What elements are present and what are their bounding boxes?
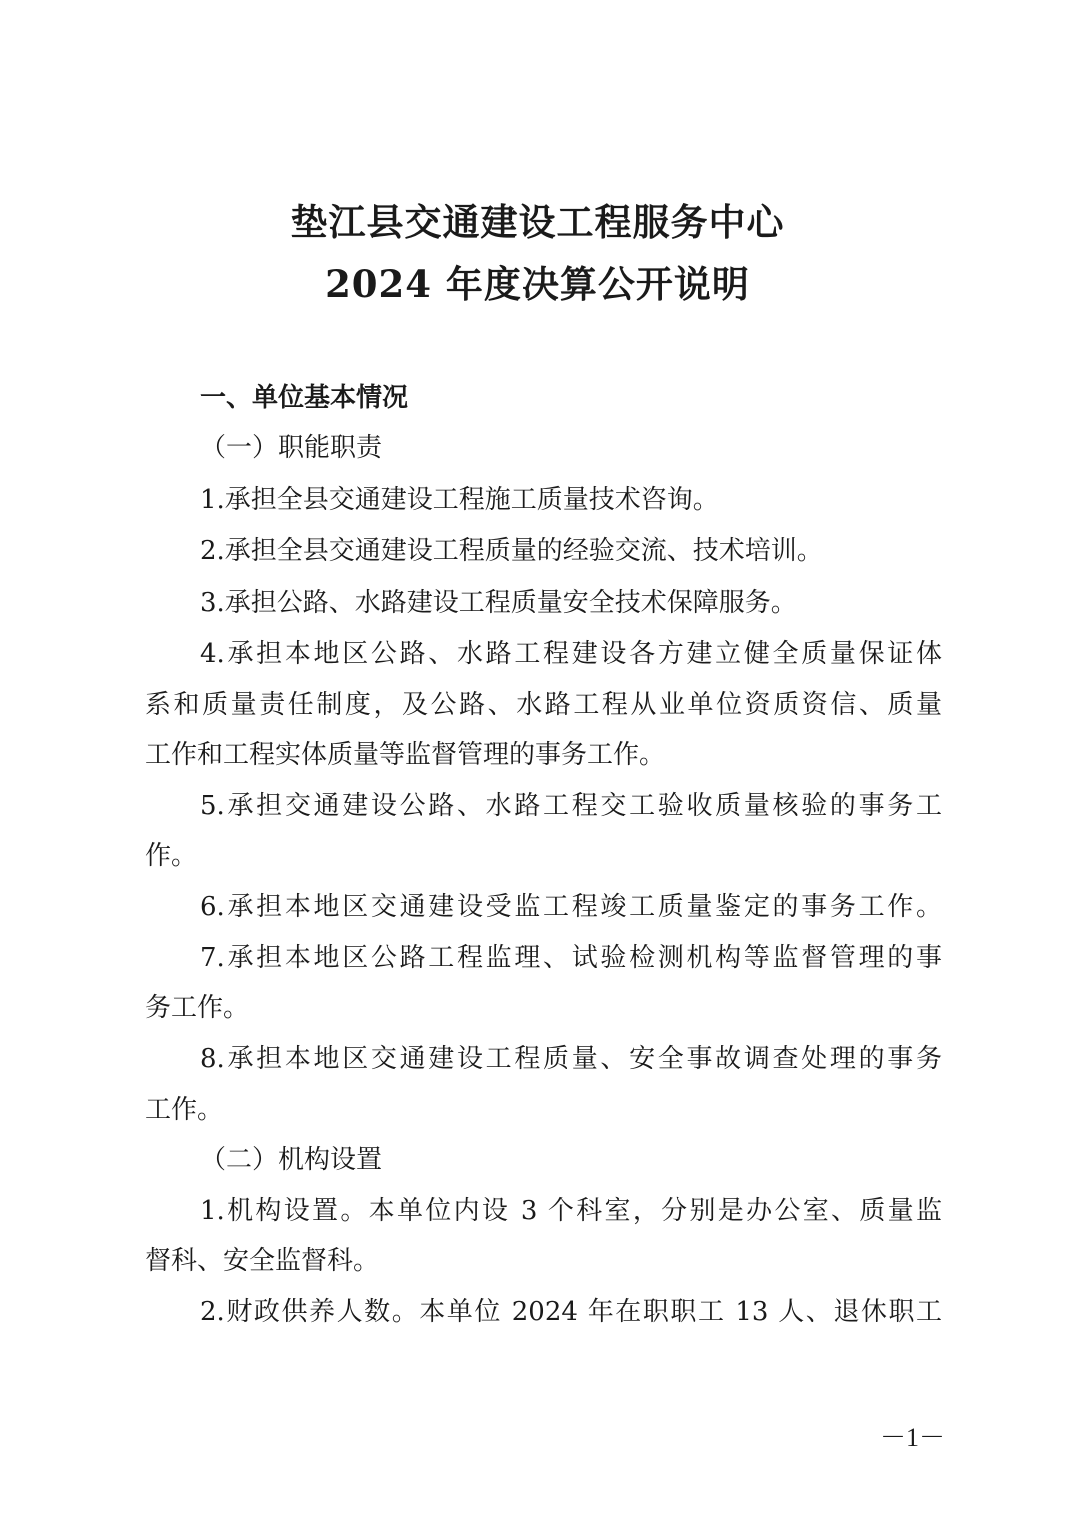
paragraph-line: 务工作。 <box>145 993 250 1023</box>
paragraph-line: 3.承担公路、水路建设工程质量安全技术保障服务。 <box>200 588 797 618</box>
subsection-heading: （一）职能职责 <box>200 433 383 463</box>
paragraph-line: 2.承担全县交通建设工程质量的经验交流、技术培训。 <box>200 536 823 566</box>
paragraph-line: 2.财政供养人数。本单位 2024 年在职职工 13 人、退休职工 <box>200 1297 942 1327</box>
paragraph-line: 工作和工程实体质量等监督管理的事务工作。 <box>145 740 666 770</box>
paragraph-line: 1.承担全县交通建设工程施工质量技术咨询。 <box>200 485 719 515</box>
paragraph-line: 系和质量责任制度，及公路、水路工程从业单位资质资信、质量 <box>145 690 942 720</box>
paragraph-line: 7.承担本地区公路工程监理、试验检测机构等监督管理的事 <box>200 943 942 973</box>
paragraph-line: 6.承担本地区交通建设受监工程竣工质量鉴定的事务工作。 <box>200 892 942 922</box>
paragraph-line: 4.承担本地区公路、水路工程建设各方建立健全质量保证体 <box>200 639 942 669</box>
paragraph-line: 作。 <box>145 841 198 871</box>
section-heading: 一、单位基本情况 <box>200 383 409 413</box>
page-number: －1－ <box>880 1423 946 1452</box>
paragraph-line: 8.承担本地区交通建设工程质量、安全事故调查处理的事务 <box>200 1044 942 1074</box>
paragraph-line: 1.机构设置。本单位内设 3 个科室，分别是办公室、质量监 <box>200 1196 942 1226</box>
document-subtitle: 2024 年度决算公开说明 <box>325 262 750 306</box>
document-title: 垫江县交通建设工程服务中心 <box>290 200 785 244</box>
subsection-heading: （二）机构设置 <box>200 1145 383 1175</box>
paragraph-line: 工作。 <box>145 1095 224 1125</box>
paragraph-line: 督科、安全监督科。 <box>145 1246 380 1276</box>
paragraph-line: 5.承担交通建设公路、水路工程交工验收质量核验的事务工 <box>200 791 942 821</box>
